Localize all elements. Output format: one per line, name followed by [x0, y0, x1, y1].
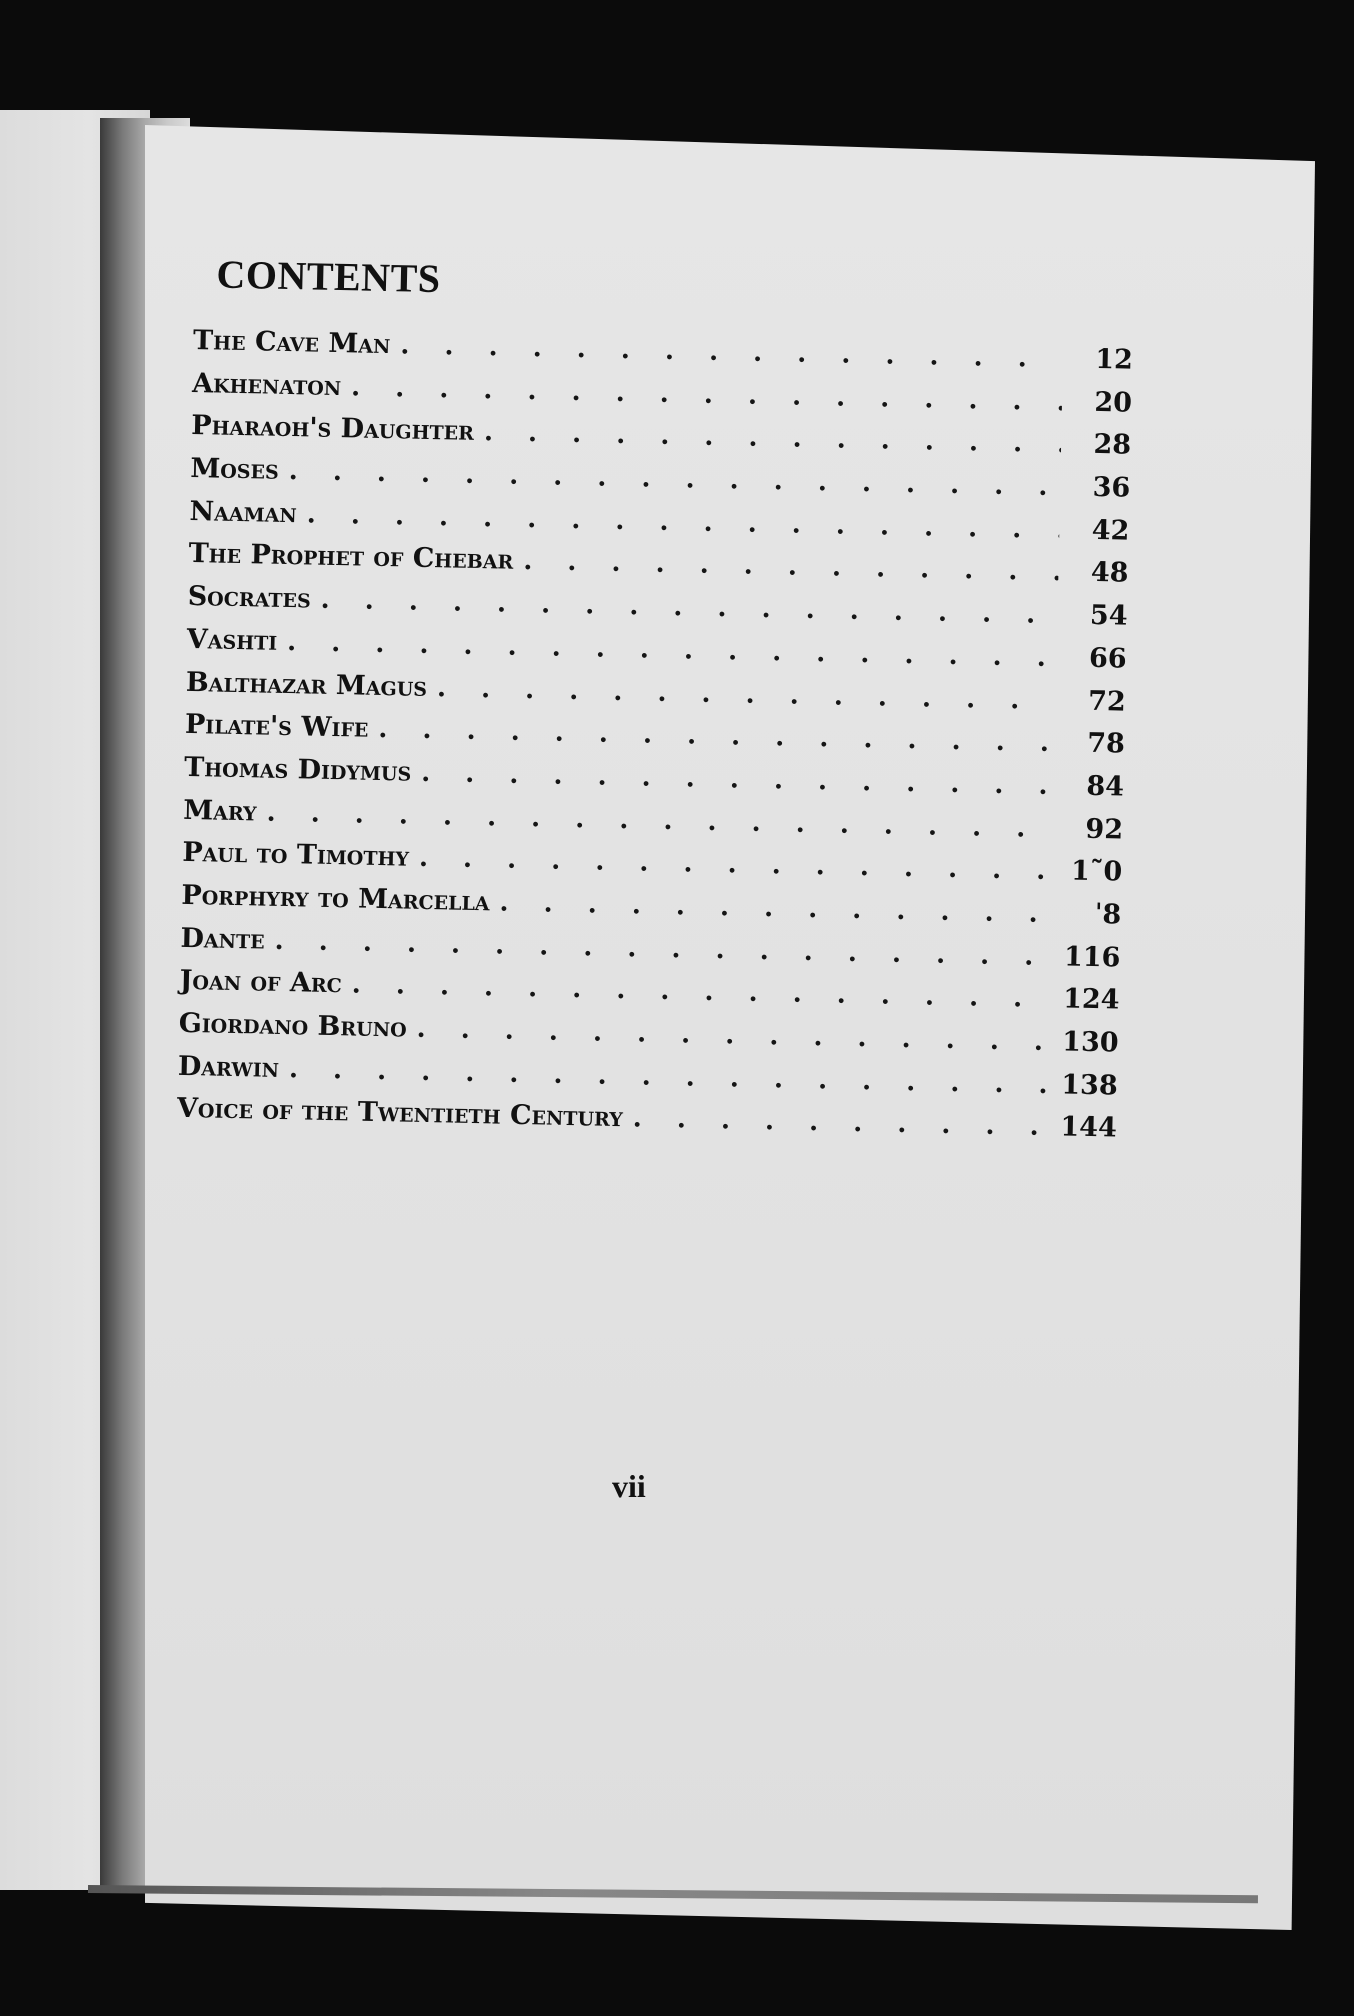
toc-entry-title: Giordano Bruno	[178, 1007, 407, 1044]
toc-entry-page: 124	[1062, 983, 1120, 1016]
toc-entry-title: Thomas Didymus	[183, 751, 412, 788]
toc-entry-title: Vashti	[186, 623, 278, 657]
toc-entry-page: 138	[1061, 1069, 1119, 1102]
toc-entry-title: Paul to Timothy	[182, 837, 410, 873]
toc-entry-title: Dante	[180, 922, 266, 956]
toc-entry-page: 42	[1091, 514, 1130, 547]
toc-list	[176, 325, 1133, 1156]
toc-entry-page: 12	[1095, 343, 1134, 376]
toc-entry-title: Voice of the Twentieth Century	[176, 1093, 624, 1134]
toc-entry-title: Moses	[190, 453, 280, 486]
table-of-contents	[176, 250, 1134, 1156]
toc-entry-page: 84	[1086, 770, 1125, 803]
page-title: CONTENTS	[216, 251, 441, 302]
toc-entry-title: Darwin	[177, 1050, 280, 1084]
toc-entry-title: Akhenaton	[191, 367, 342, 402]
toc-entry-title: The Cave Man	[192, 324, 391, 361]
toc-entry-page: 144	[1060, 1111, 1118, 1144]
toc-entry-page: 20	[1094, 386, 1133, 419]
toc-entry-title: Pharaoh's Daughter	[190, 410, 475, 448]
toc-entry-page: 92	[1085, 813, 1124, 846]
toc-dot-leader	[400, 330, 1063, 374]
page-number-folio: vii	[612, 1468, 646, 1504]
toc-entry-title: Naaman	[189, 495, 298, 529]
toc-entry-title: Mary	[182, 794, 257, 827]
toc-entry-title: Joan of Arc	[179, 965, 343, 1000]
toc-entry-page: ˈ8	[1094, 898, 1122, 931]
toc-entry-title: Pilate's Wife	[184, 709, 369, 744]
toc-entry-page: 1˜0	[1070, 855, 1123, 888]
toc-dot-leader	[632, 1104, 1046, 1143]
toc-entry-title: The Prophet of Chebar	[188, 538, 514, 577]
toc-entry-title: Porphyry to Marcella	[181, 879, 490, 918]
toc-entry-page: 130	[1061, 1026, 1119, 1059]
toc-entry-page: 72	[1087, 685, 1127, 718]
toc-entry-page: 28	[1093, 429, 1132, 462]
toc-entry-page: 78	[1086, 727, 1126, 760]
toc-entry-page: 54	[1089, 599, 1128, 632]
toc-entry-page: 66	[1088, 642, 1127, 675]
toc-entry-title: Socrates	[187, 581, 312, 615]
toc-entry-page: 36	[1092, 471, 1131, 504]
toc-entry-page: 116	[1063, 940, 1121, 974]
toc-entry-title: Balthazar Magus	[185, 666, 428, 703]
toc-entry-page: 48	[1090, 557, 1129, 590]
